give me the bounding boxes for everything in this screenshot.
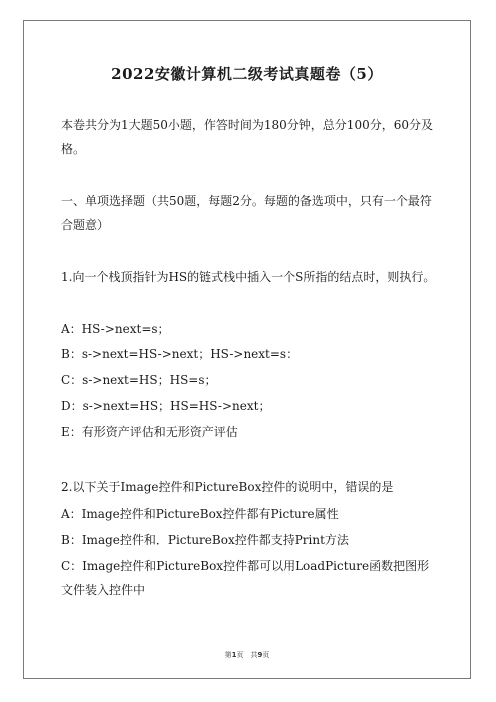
question-1-option-c: C：s->next=HS；HS=s； [61, 373, 217, 387]
footer-page-current: 1 [231, 651, 237, 659]
question-1-option-d: D：s->next=HS；HS=HS->next； [61, 399, 271, 413]
question-1-option-b: B：s->next=HS->next；HS->next=s： [61, 347, 299, 361]
question-1-option-e: E：有形资产评估和无形资产评估 [61, 425, 238, 439]
section-heading: 一、单项选择题（共50题，每题2分。每题的备选项中，只有一个最符合题意） [61, 194, 432, 232]
question-2-option-c: C：Image控件和PictureBox控件都可以用LoadPicture函数把图形文件装入控件中 [61, 559, 430, 597]
question-2-option-b: B：Image控件和．PictureBox控件都支持Print方法 [61, 533, 349, 547]
question-2-stem: 2.以下关于Image控件和PictureBox控件的说明中，错误的是 [61, 480, 394, 494]
page-footer [23, 650, 471, 660]
footer-page-suffix: 页 [262, 651, 270, 659]
question-2-option-a: A：Image控件和PictureBox控件都有Picture属性 [61, 507, 339, 521]
document-title: 2022安徽计算机二级考试真题卷（5） [111, 65, 383, 83]
footer-page-total: 9 [257, 651, 263, 659]
intro-paragraph: 本卷共分为1大题50小题，作答时间为180分钟，总分100分，60分及格。 [61, 118, 433, 156]
footer-page-mid: 页 共 [236, 651, 258, 659]
footer-page-prefix: 第 [224, 651, 232, 659]
question-1-stem: 1.向一个栈顶指针为HS的链式栈中插入一个S所指的结点时，则执行。 [61, 270, 436, 284]
question-1-option-a: A：HS->next=s； [61, 322, 170, 336]
